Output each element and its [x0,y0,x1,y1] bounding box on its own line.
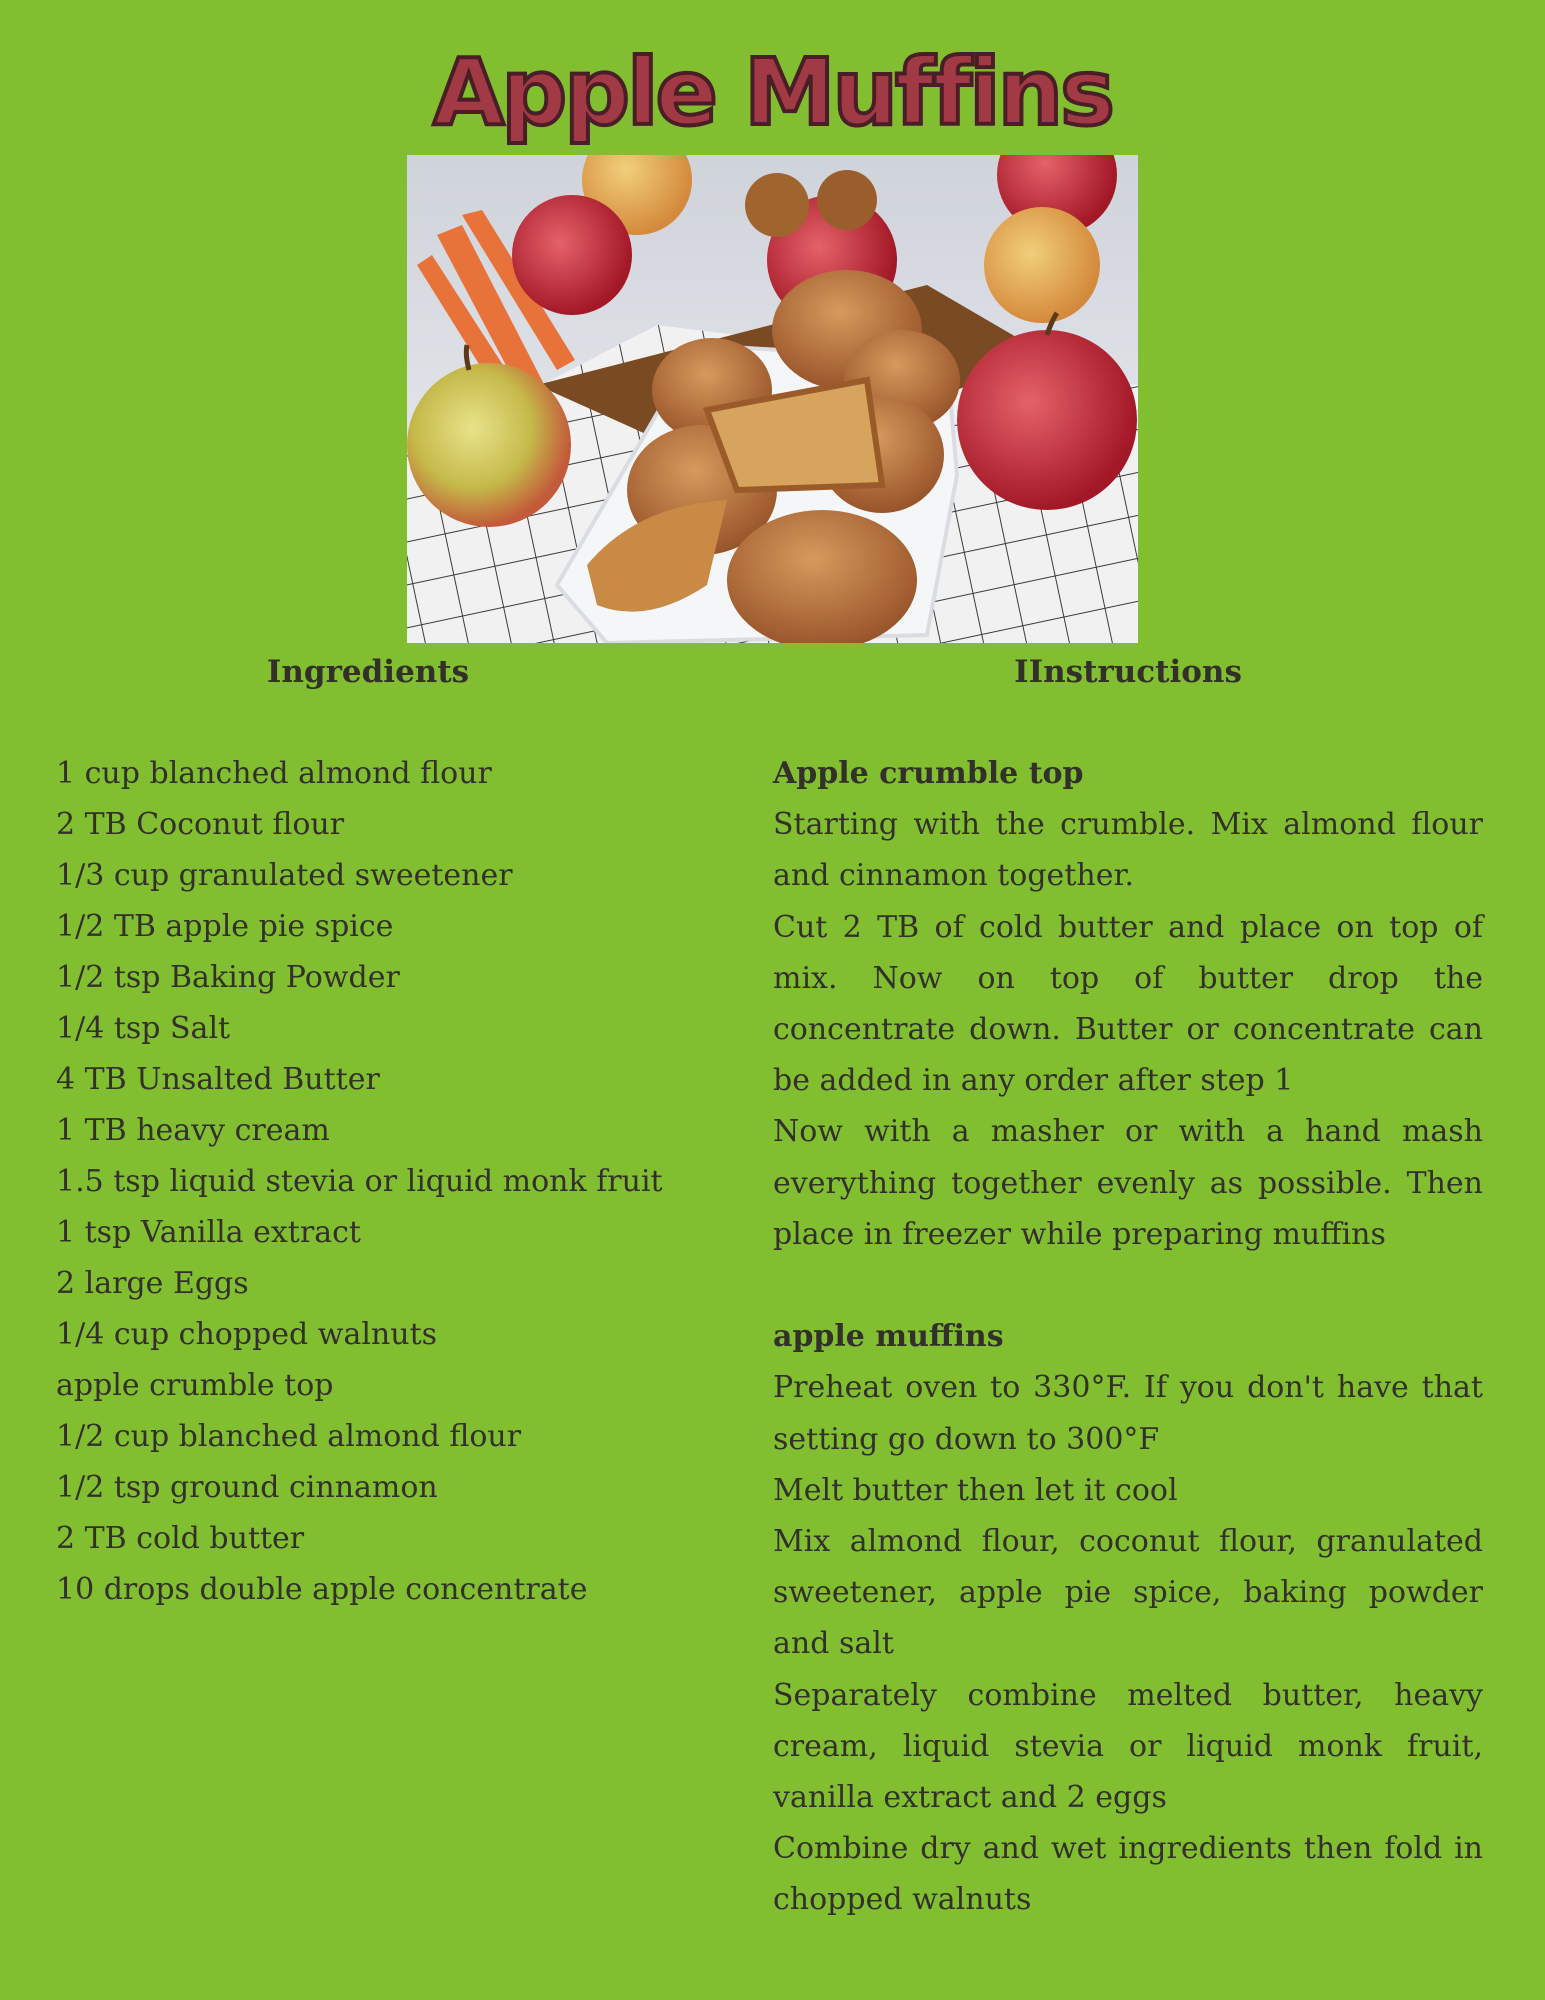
ingredient-item: 1/4 cup chopped walnuts [56,1317,438,1352]
instructions-heading: IInstructions [1014,654,1242,690]
muffins-photo-illustration [407,155,1138,643]
instruction-step: Combine dry and wet ingredients then fold in chopped walnuts [773,1831,1483,1918]
ingredient-item: 1/3 cup granulated sweetener [56,858,513,893]
ingredients-list [56,748,706,1615]
ingredient-item: 1/2 cup blanched almond flour [56,1419,522,1454]
instruction-step: Starting with the crumble. Mix almond flour and cinnamon together. [773,807,1483,894]
instruction-step: Mix almond flour, coconut flour, granulated sweetener, apple pie spice, baking powder and salt [773,1524,1483,1662]
instructions-section [773,748,1483,1926]
ingredient-item: 1/4 tsp Salt [56,1011,231,1046]
ingredient-item: 1/2 tsp ground cinnamon [56,1470,438,1505]
instruction-step: Separately combine melted butter, heavy cream, liquid stevia or liquid monk fruit, vanilla extract and 2 eggs [773,1677,1483,1816]
instruction-step: Melt butter then let it cool [773,1472,1178,1508]
page-title: Apple Muffins [433,39,1112,146]
instruction-step: Cut 2 TB of cold butter and place on top of mix. Now on top of butter drop the concentrate down. Butter or concentrate can be added in any order after step 1 [773,909,1483,1099]
ingredient-item: 1 cup blanched almond flour [56,756,492,791]
muffins-subheading: apple muffins [773,1319,1004,1355]
ingredient-item: 1/2 TB apple pie spice [56,909,394,944]
section-spacer [773,1260,1483,1311]
ingredient-item: 2 large Eggs [56,1266,249,1301]
ingredient-item: 4 TB Unsalted Butter [56,1062,380,1097]
ingredients-heading: Ingredients [266,654,470,690]
ingredient-item: 2 TB Coconut flour [56,807,345,842]
instruction-step: Now with a masher or with a hand mash everything together evenly as possible. Then place in freezer while preparing muffins [773,1114,1483,1252]
ingredient-item: 1 tsp Vanilla extract [56,1215,361,1250]
ingredient-item: 1/2 tsp Baking Powder [56,960,400,995]
ingredient-item: apple crumble top [56,1368,334,1403]
instruction-step: Preheat oven to 330°F. If you don't have that setting go down to 300°F [773,1370,1483,1457]
ingredient-item: 1.5 tsp liquid stevia or liquid monk fruit [56,1164,663,1199]
muffins-photo [407,155,1138,643]
ingredient-item: 2 TB cold butter [56,1521,305,1556]
ingredient-item: 1 TB heavy cream [56,1113,330,1148]
crumble-subheading: Apple crumble top [773,756,1084,791]
ingredient-item: 10 drops double apple concentrate [56,1572,588,1607]
